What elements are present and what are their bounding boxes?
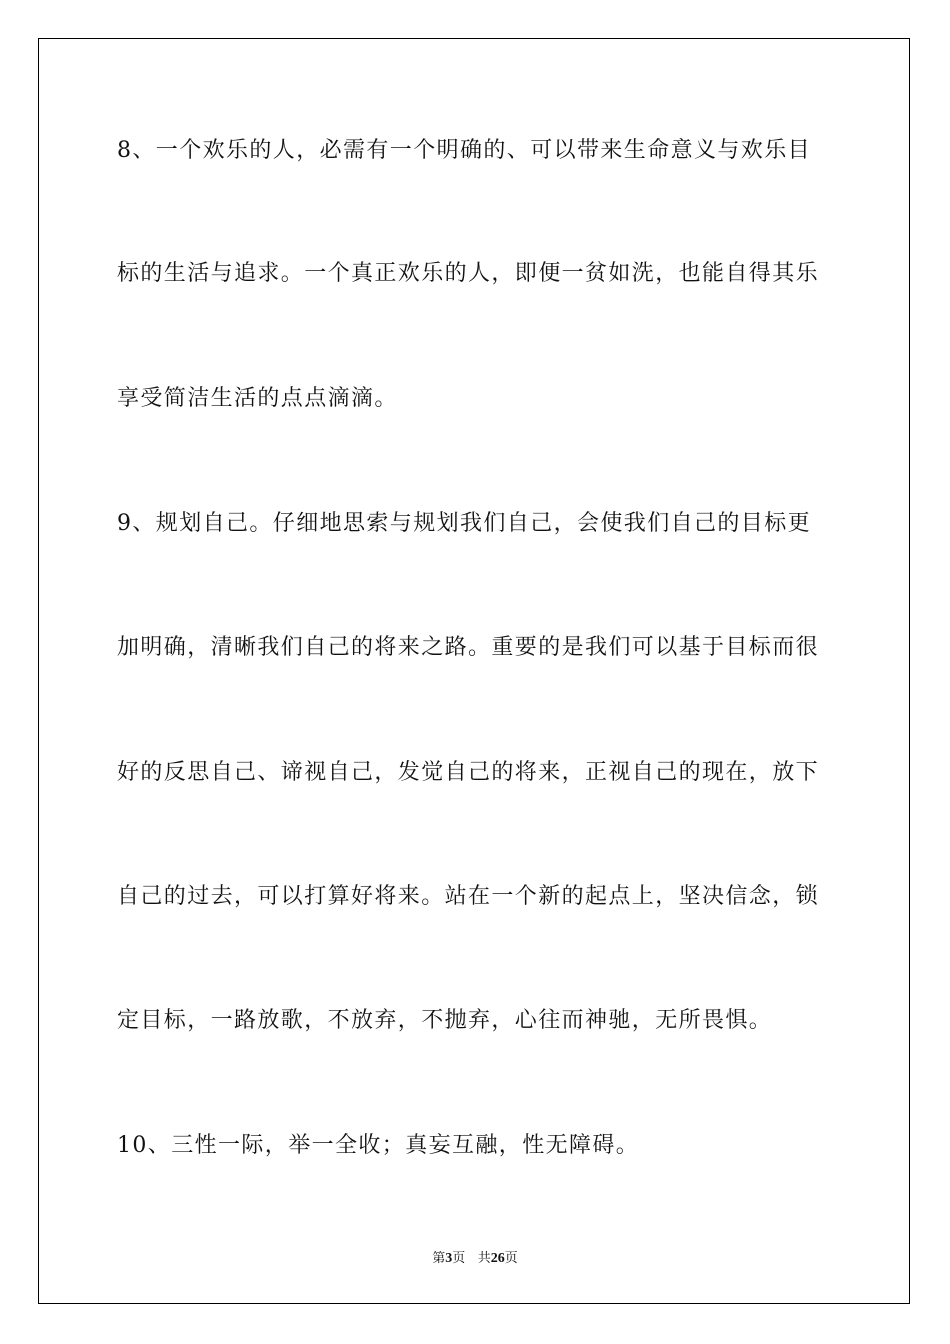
page-border: [38, 38, 910, 1304]
paragraph-9-line-1: 9、规划自己。仔细地思索与规划我们自己，会使我们自己的目标更: [117, 511, 811, 536]
total-prefix: 共: [477, 1251, 491, 1266]
paragraph-9-line-5: 定目标，一路放歌，不放弃，不抛弃，心往而神驰，无所畏惧。: [117, 1008, 773, 1033]
total-pages: 26: [490, 1251, 505, 1266]
page-prefix: 第: [432, 1251, 446, 1266]
page-footer: [0, 1247, 950, 1267]
paragraph-9-line-2: 加明确，清晰我们自己的将来之路。重要的是我们可以基于目标而很: [117, 635, 820, 660]
page-number: 3: [445, 1251, 453, 1266]
paragraph-8-line-1: 8、一个欢乐的人，必需有一个明确的、可以带来生命意义与欢乐目: [117, 138, 811, 163]
total-suffix: 页: [504, 1251, 518, 1266]
paragraph-8-line-2: 标的生活与追求。一个真正欢乐的人，即便一贫如洗，也能自得其乐: [117, 261, 820, 286]
paragraph-8-line-3: 享受简洁生活的点点滴滴。: [117, 386, 398, 411]
page-suffix: 页: [452, 1251, 466, 1266]
paragraph-10-line-1: 10、三性一际，举一全收；真妄互融，性无障碍。: [117, 1133, 640, 1158]
paragraph-9-line-3: 好的反思自己、谛视自己，发觉自己的将来，正视自己的现在，放下: [117, 760, 820, 785]
paragraph-9-line-4: 自己的过去，可以打算好将来。站在一个新的起点上，坚决信念，锁: [117, 884, 820, 909]
